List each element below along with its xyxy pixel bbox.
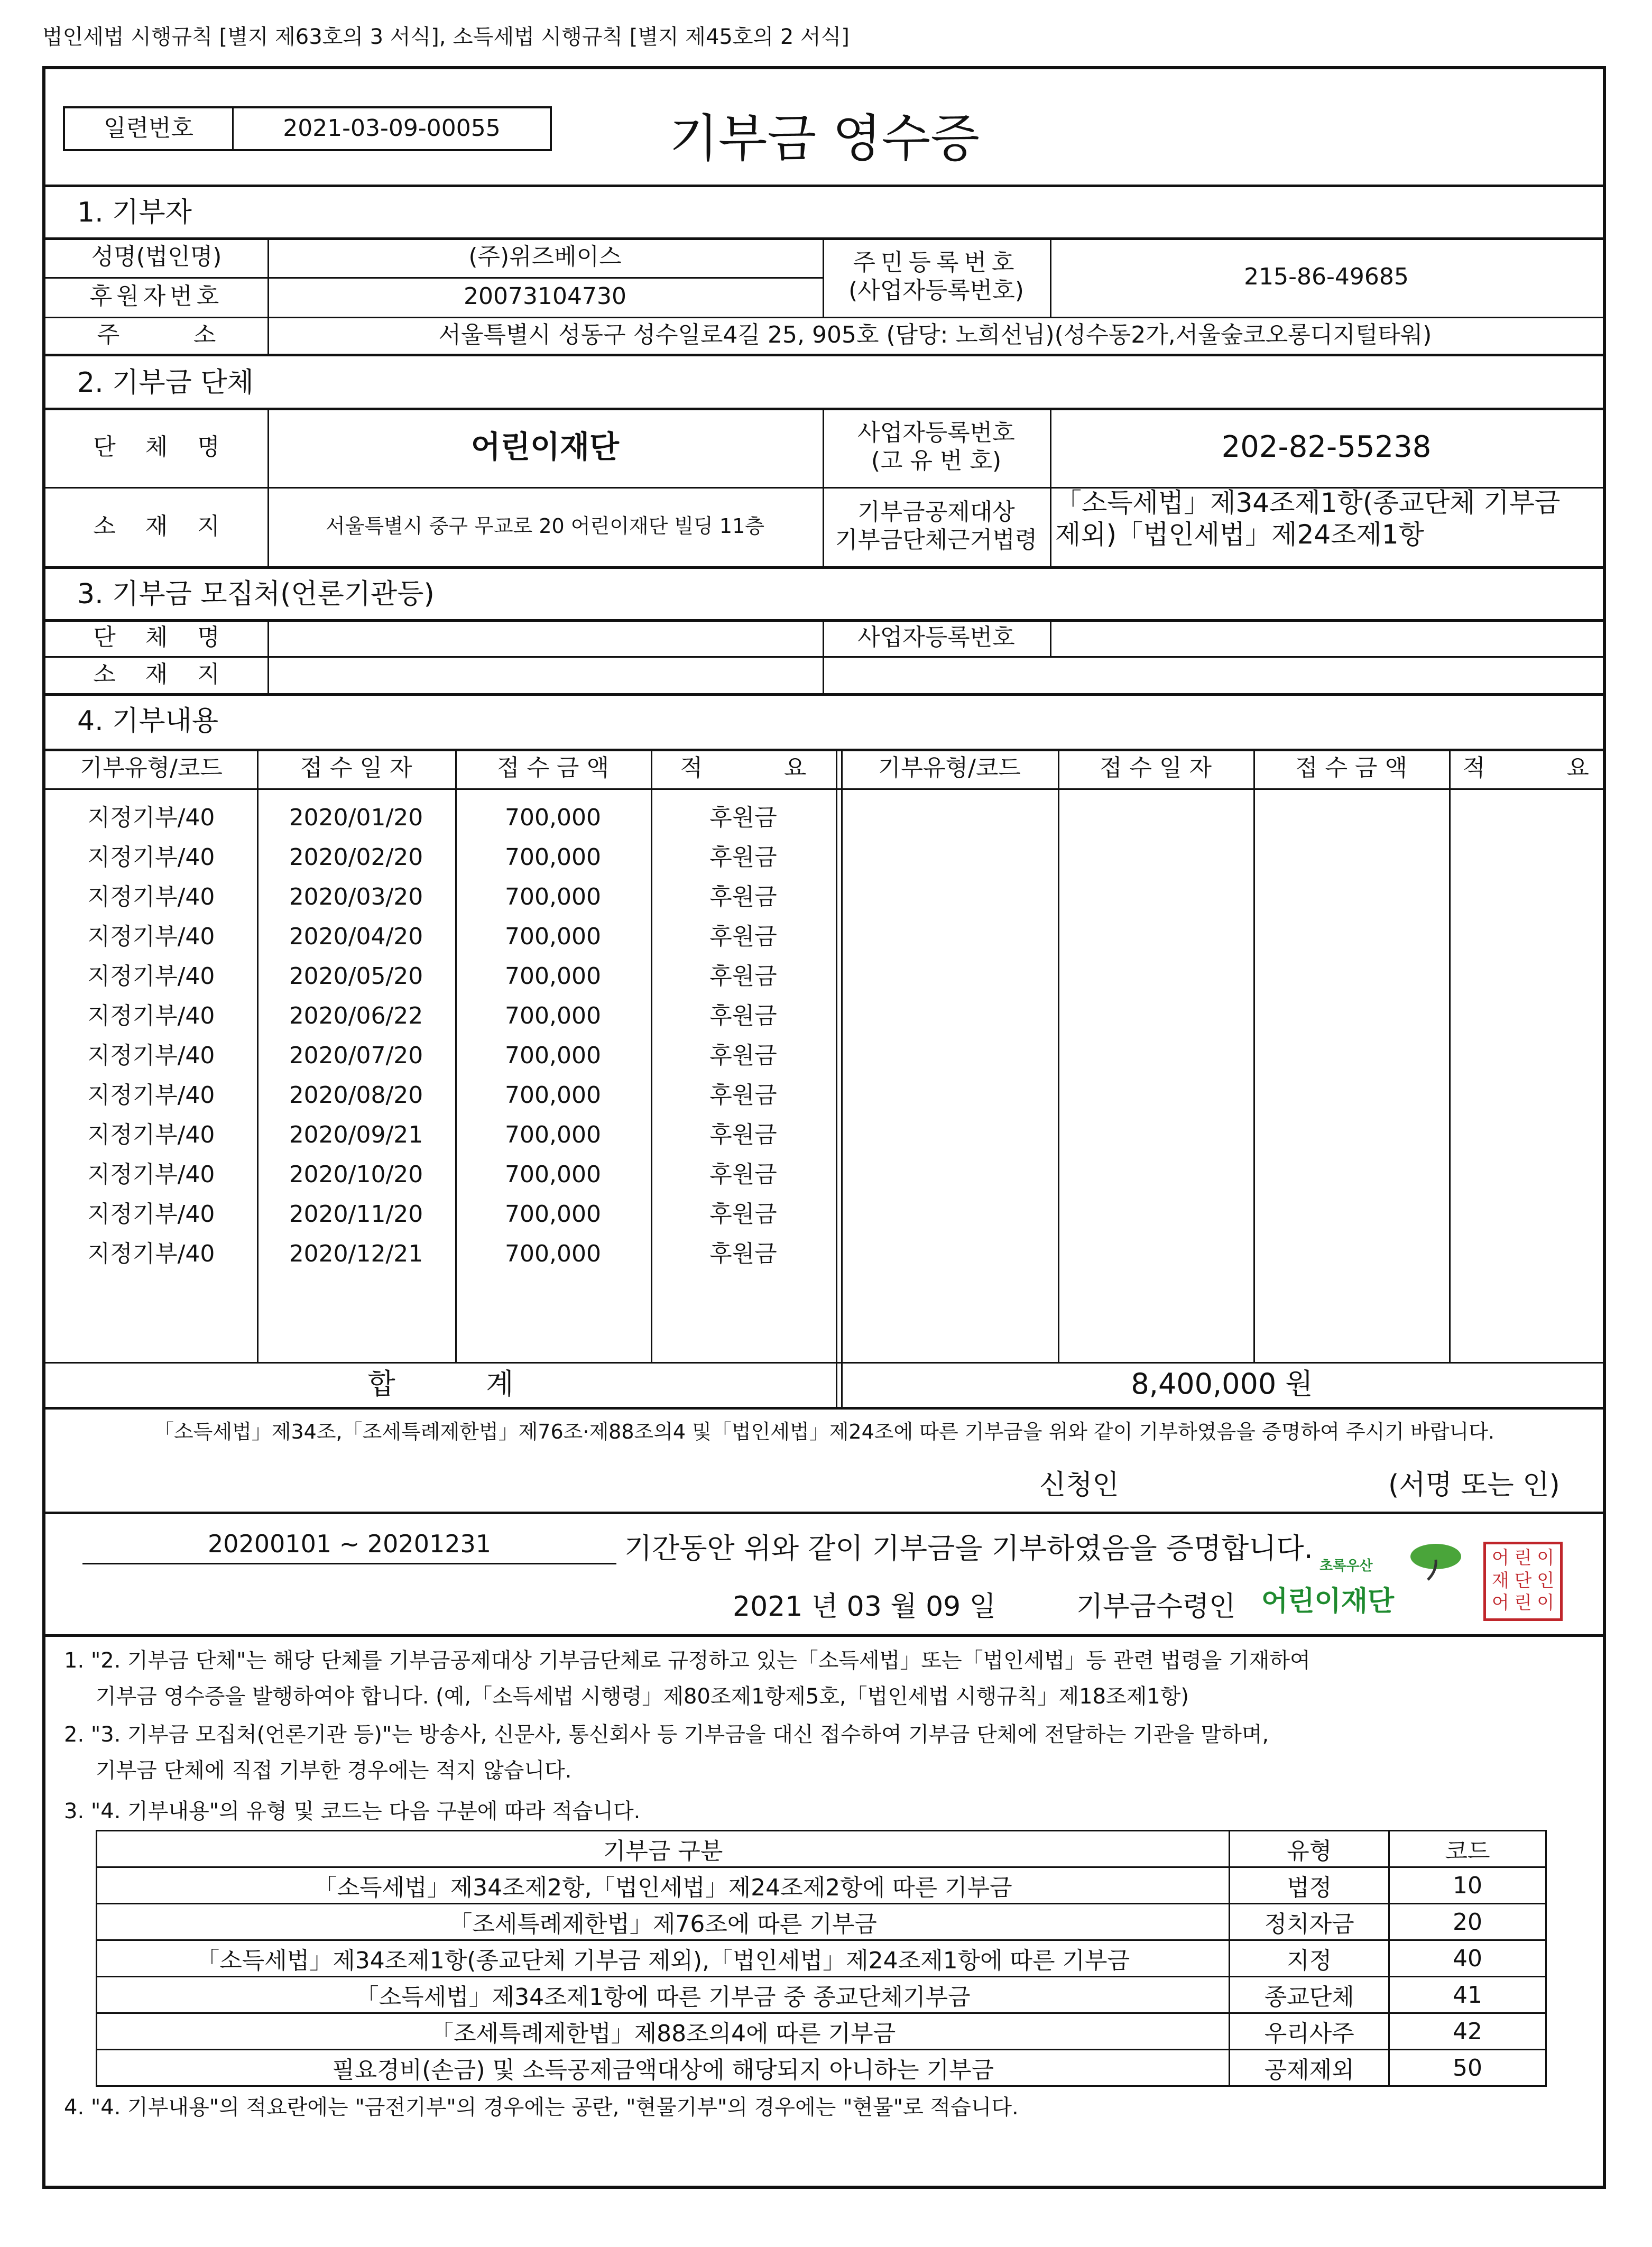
org-name: 어린이재단 (470, 429, 620, 465)
contents-note-col (651, 798, 836, 1274)
serial-box (63, 106, 552, 151)
list-item: 지정기부/40 (87, 1121, 215, 1148)
list-item: 지정기부/40 (87, 1042, 215, 1069)
contents-date-col (257, 798, 455, 1274)
list-item: 지정기부/40 (87, 963, 215, 990)
donor-name: (주)위즈베이스 (468, 243, 622, 271)
list-item: 후원금 (709, 1121, 777, 1148)
list-item: 2020/04/20 (289, 923, 423, 950)
contents-amount-col (455, 798, 651, 1274)
donor-regno-label-1: 주민등록번호 (853, 249, 1020, 277)
period-text: 기간동안 위와 같이 기부금을 기부하였음을 증명합니다. (624, 1532, 1313, 1565)
list-item: 700,000 (505, 1042, 601, 1069)
col-header-date: 접 수 일 자 (300, 754, 412, 782)
list-item: 700,000 (505, 1002, 601, 1029)
collector-name-label: 단 체 명 (93, 623, 220, 651)
serial-label: 일련번호 (65, 108, 234, 149)
collector-bizno-label: 사업자등록번호 (857, 623, 1015, 651)
list-item: 2020/12/21 (289, 1240, 423, 1267)
logo-main: 어린이재단 (1261, 1586, 1395, 1617)
list-item: 700,000 (505, 804, 601, 831)
col-header-type-2: 기부유형/코드 (878, 754, 1021, 782)
list-item: 지정기부/40 (87, 1002, 215, 1029)
note-1a: 1. "2. 기부금 단체"는 해당 단체를 기부금공제대상 기부금단체로 규정하고 있는「소득세법」또는「법인세법」등 관련 법령을 기재하여 (64, 1649, 1310, 1673)
list-item: 2020/05/20 (289, 963, 423, 990)
serial-value: 2021-03-09-00055 (283, 115, 501, 142)
code-header-desc: 기부금 구분 (97, 1831, 1230, 1867)
form-header: 법인세법 시행규칙 [별지 제63호의 3 서식], 소득세법 시행규칙 [별지 제45호의 2 서식] (42, 25, 850, 49)
org-law-label-2: 기부금단체근거법령 (835, 527, 1038, 554)
collector-location-label: 소 재 지 (93, 660, 220, 688)
list-item: 700,000 (505, 844, 601, 871)
org-law-label (823, 487, 1050, 566)
list-item: 지정기부/40 (87, 1082, 215, 1109)
list-item: 지정기부/40 (87, 1161, 215, 1188)
list-item: 후원금 (709, 1240, 777, 1267)
logo-small: 초록우산 (1319, 1558, 1373, 1574)
page-title: 기부금 영수증 (669, 109, 980, 168)
list-item: 지정기부/40 (87, 804, 215, 831)
list-item: 2020/11/20 (289, 1201, 423, 1228)
donor-address-label: 주 소 (97, 321, 216, 348)
donor-regno-label-2: (사업자등록번호) (848, 277, 1024, 304)
code-header-type: 유형 (1230, 1831, 1389, 1867)
col-header-note: 적 요 (680, 754, 807, 782)
list-item: 2020/06/22 (289, 1002, 423, 1029)
contents-section-title: 4. 기부내용 (77, 705, 219, 737)
total-label: 합 계 (367, 1367, 514, 1401)
donor-regno-label (823, 237, 1050, 317)
org-bizno-label (823, 408, 1050, 487)
org-section-title: 2. 기부금 단체 (77, 367, 254, 399)
period: 20200101 ~ 20201231 (207, 1530, 492, 1559)
note-3: 3. "4. 기부내용"의 유형 및 코드는 다음 구분에 따라 적습니다. (64, 1799, 641, 1824)
table-row: 「소득세법」제34조제1항(종교단체 기부금 제외),「법인세법」제24조제1항에 따른 기부금 지정 40 (97, 1940, 1546, 1977)
org-name-label: 단 체 명 (93, 433, 220, 461)
donor-regno: 215-86-49685 (1244, 263, 1409, 290)
donor-address: 서울특별시 성동구 성수일로4길 25, 905호 (담당: 노희선님)(성수동2가,서울숲코오롱디지털타워) (438, 321, 1432, 348)
org-location: 서울특별시 중구 무교로 20 어린이재단 빌딩 11층 (326, 514, 764, 538)
list-item: 지정기부/40 (87, 923, 215, 950)
org-law (1050, 487, 1603, 566)
org-bizno-label-2: (고 유 번 호) (871, 447, 1002, 474)
org-location-label: 소 재 지 (93, 512, 220, 540)
list-item: 후원금 (709, 923, 777, 950)
org-bizno: 202-82-55238 (1221, 430, 1432, 465)
table-row: 「조세특례제한법」제88조의4에 따른 기부금 우리사주 42 (97, 2013, 1546, 2050)
col-header-type: 기부유형/코드 (80, 754, 223, 782)
list-item: 2020/02/20 (289, 844, 423, 871)
org-seal: 어 린 이 재 단 인 어 린 이 (1483, 1542, 1563, 1621)
receiver-label: 기부금수령인 (1076, 1591, 1236, 1623)
note-1b: 기부금 영수증을 발행하여야 합니다. (예,「소득세법 시행령」제80조제1항제5호,「법인세법 시행규칙」제18조제1항) (96, 1684, 1189, 1709)
donor-section-title: 1. 기부자 (77, 197, 192, 228)
list-item: 후원금 (709, 883, 777, 910)
col-header-amount-2: 접 수 금 액 (1295, 754, 1407, 782)
collector-section-title: 3. 기부금 모집처(언론기관등) (77, 578, 435, 610)
table-row: 「소득세법」제34조제2항,「법인세법」제24조제2항에 따른 기부금 법정 10 (97, 1867, 1546, 1904)
list-item: 지정기부/40 (87, 1201, 215, 1228)
sign-label: (서명 또는 인) (1388, 1469, 1560, 1501)
code-header-code: 코드 (1389, 1831, 1546, 1867)
col-header-date-2: 접 수 일 자 (1100, 754, 1212, 782)
list-item: 2020/08/20 (289, 1082, 423, 1109)
sponsor-no: 20073104730 (464, 283, 626, 310)
list-item: 지정기부/40 (87, 844, 215, 871)
list-item: 2020/10/20 (289, 1161, 423, 1188)
note-2a: 2. "3. 기부금 모집처(언론기관 등)"는 방송사, 신문사, 통신회사 등 기부금을 대신 접수하여 기부금 단체에 전달하는 기관을 말하며, (64, 1723, 1269, 1747)
org-law-2: 제외)「법인세법」제24조제1항 (1055, 519, 1424, 550)
list-item: 2020/03/20 (289, 883, 423, 910)
list-item: 700,000 (505, 1201, 601, 1228)
table-row (97, 1831, 1546, 1867)
table-row: 「조세특례제한법」제76조에 따른 기부금 정치자금 20 (97, 1904, 1546, 1940)
table-row: 필요경비(손금) 및 소득공제금액대상에 해당되지 아니하는 기부금 공제제외 50 (97, 2050, 1546, 2086)
list-item: 후원금 (709, 1201, 777, 1228)
col-header-note-2: 적 요 (1463, 754, 1589, 782)
list-item: 2020/01/20 (289, 804, 423, 831)
table-row: 「소득세법」제34조제1항에 따른 기부금 중 종교단체기부금 종교단체 41 (97, 1977, 1546, 2013)
list-item: 후원금 (709, 844, 777, 871)
list-item: 700,000 (505, 1082, 601, 1109)
certify-statement: 「소득세법」제34조,「조세특례제한법」제76조·제88조의4 및「법인세법」제24조에 따른 기부금을 위와 같이 기부하였음을 증명하여 주시기 바랍니다. (153, 1420, 1495, 1444)
receipt-frame (42, 66, 1606, 2189)
list-item: 지정기부/40 (87, 883, 215, 910)
list-item: 700,000 (505, 923, 601, 950)
org-law-label-1: 기부금공제대상 (857, 499, 1015, 526)
applicant-label: 신청인 (1039, 1469, 1119, 1501)
list-item: 지정기부/40 (87, 1240, 215, 1267)
org-law-1: 「소득세법」제34조제1항(종교단체 기부금 (1055, 487, 1561, 518)
sponsor-no-label: 후원자번호 (89, 283, 224, 310)
note-2b: 기부금 단체에 직접 기부한 경우에는 적지 않습니다. (96, 1758, 572, 1783)
list-item: 후원금 (709, 1161, 777, 1188)
contents-type-col (45, 798, 257, 1274)
list-item: 700,000 (505, 1240, 601, 1267)
list-item: 후원금 (709, 804, 777, 831)
list-item: 후원금 (709, 1002, 777, 1029)
list-item: 700,000 (505, 883, 601, 910)
total-amount: 8,400,000 원 (1131, 1367, 1313, 1401)
list-item: 2020/09/21 (289, 1121, 423, 1148)
issue-date: 2021 년 03 월 09 일 (733, 1591, 996, 1623)
col-header-amount: 접 수 금 액 (497, 754, 609, 782)
list-item: 후원금 (709, 1082, 777, 1109)
note-4: 4. "4. 기부내용"의 적요란에는 "금전기부"의 경우에는 공란, "현물기부"의 경우에는 "현물"로 적습니다. (64, 2095, 1019, 2120)
list-item: 2020/07/20 (289, 1042, 423, 1069)
list-item: 700,000 (505, 963, 601, 990)
list-item: 700,000 (505, 1121, 601, 1148)
logo-icon (1404, 1542, 1462, 1584)
code-table (96, 1830, 1547, 2087)
list-item: 후원금 (709, 963, 777, 990)
list-item: 700,000 (505, 1161, 601, 1188)
org-bizno-label-1: 사업자등록번호 (857, 419, 1015, 447)
list-item: 후원금 (709, 1042, 777, 1069)
donor-name-label: 성명(법인명) (91, 243, 222, 271)
